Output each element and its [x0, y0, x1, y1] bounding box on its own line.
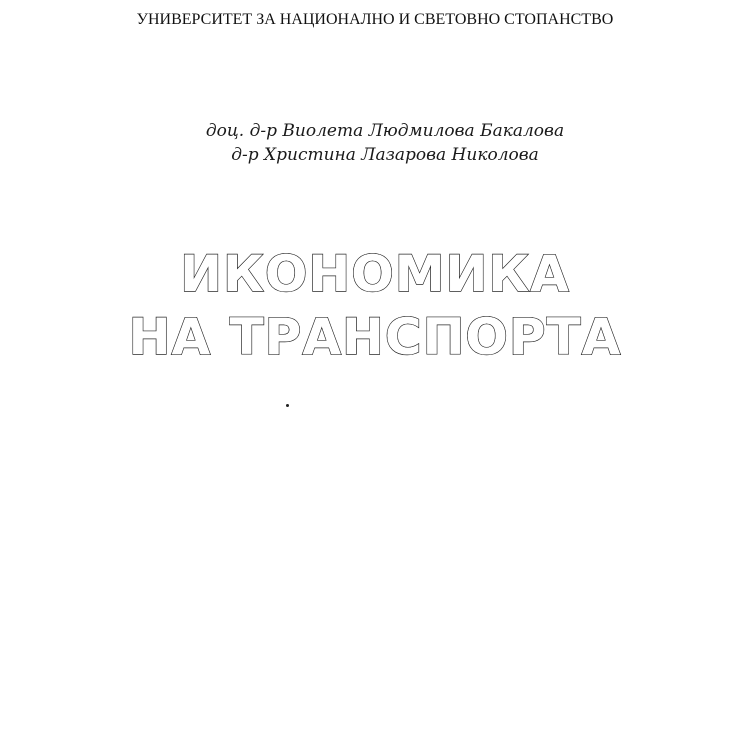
university-name: УНИВЕРСИТЕТ ЗА НАЦИОНАЛНО И СВЕТОВНО СТОПАНСТВО — [136, 11, 614, 28]
stray-dot — [286, 404, 289, 407]
book-title-line-2: НА ТРАНСПОРТА — [128, 308, 622, 366]
book-title-line-1: ИКОНОМИКА — [180, 245, 570, 303]
author-1: доц. д-р Виолета Людмилова Бакалова — [205, 121, 565, 141]
author-2: д-р Христина Лазарова Николова — [231, 145, 539, 165]
author-list — [175, 119, 595, 167]
